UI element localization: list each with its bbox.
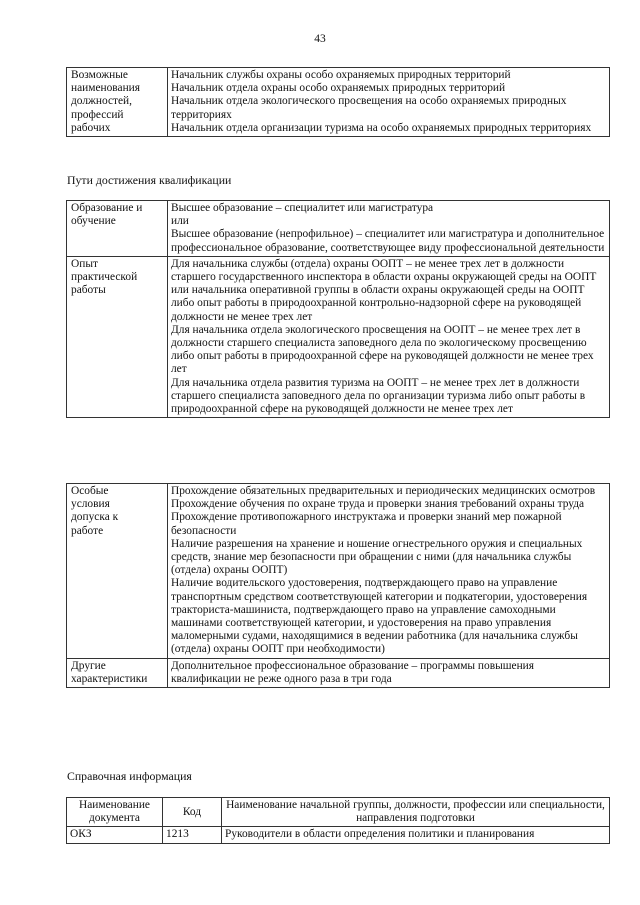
special-conditions-label [67,484,168,659]
label-line: Образование и [71,202,143,214]
list-item: Высшее образование (непрофильное) – специалитет или магистратура и дополнительное профессиональное образование, соответствующее виду профессиональной деятельности [171,228,605,254]
list-item: Высшее образование – специалитет или магистратура [171,202,434,214]
list-item: Для начальника службы (отдела) охраны ООПТ – не менее трех лет в должности старшего государственного инспектора в области охраны окружающей среды на ООПТ или начальника оперативной группы в области охраны окружающей среды на ООПТ либо опыт работы в природоохранной контрольно-надзорной сфере на руководящей должности не менее трех лет [171,257,597,323]
experience-content [168,256,610,417]
label-line: Возможные [71,69,128,81]
reference-table [66,797,610,844]
other-characteristics-label [67,658,168,687]
positions-list [168,68,610,137]
label-line: Другие [71,659,106,672]
special-conditions-content [168,484,610,659]
label-line: обучение [71,215,116,228]
label-line: рабочих [71,121,111,134]
list-item: Прохождение обязательных предварительных и периодических медицинских осмотров [171,485,596,497]
table-row [67,827,610,843]
table-row [67,201,610,257]
table-cell: Руководители в области определения политики и планирования [222,827,610,843]
list-item: или [171,215,189,228]
list-item: Начальник отдела организации туризма на особо охраняемых природных территориях [171,121,592,134]
conditions-table [66,483,610,688]
list-item: Наличие водительского удостоверения, подтверждающего право на управление транспортным средством соответствующей категории и подкатегории, удостоверения тракториста-машиниста, подтверждающего право на управление самоходными машинами соответствующей категории, и удостоверения на право управления маломерными судами, находящимися в ведении работника (для начальника службы (отдела) охраны ООПТ при необходимости) [171,577,588,656]
label-line: должностей, [71,95,133,108]
education-label [67,201,168,257]
positions-label [67,68,168,137]
label-line: работе [71,524,104,537]
label-line: работы [71,284,106,297]
education-content [168,201,610,257]
table-cell: 1213 [163,827,222,843]
label-line: профессий [71,108,124,121]
label-line: допуска к [71,511,119,524]
list-item: Наличие разрешения на хранение и ношение огнестрельного оружия и специальных средств, знание мер безопасности при обращении с ними (для начальника службы (отдела) охраны ООПТ) [171,537,583,577]
table-row [67,484,610,659]
page-number: 43 [314,33,326,45]
column-header: Наименование документа [67,798,163,827]
list-item: Начальник отдела охраны особо охраняемых природных территорий [171,82,506,95]
other-characteristics-content [168,658,610,687]
column-header: Код [163,798,222,827]
list-item: Для начальника отдела экологического просвещения на ООПТ – не менее трех лет в должности старшего специалиста заповедного дела по экологическому просвещению либо опыт работы в природоохранной сфере на руководящей должности не менее трех лет [171,323,594,376]
reference-heading: Справочная информация [67,769,192,783]
table-header-row [67,798,610,827]
label-line: Опыт [71,257,98,270]
label-line: условия [71,498,110,511]
list-item: Прохождение обучения по охране труда и проверки знания требований охраны труда [171,498,585,511]
list-item: Прохождение противопожарного инструктажа и проверки знаний мер пожарной безопасности [171,511,562,537]
qualification-heading: Пути достижения квалификации [67,173,232,187]
list-item: Дополнительное профессиональное образование – программы повышения квалификации не реже одного раза в три года [171,659,534,685]
list-item: Начальник службы охраны особо охраняемых природных территорий [171,69,511,81]
positions-table [66,67,610,137]
label-line: наименования [71,82,141,95]
list-item: Для начальника отдела развития туризма на ООПТ – не менее трех лет в должности старшего специалиста заповедного дела по организации туризма либо опыт работы в природоохранной сфере на руководящей должности не менее трех лет [171,376,586,416]
column-header: Наименование начальной группы, должности, профессии или специальности, направления подготовки [222,798,610,827]
table-row [67,68,610,137]
table-cell: ОКЗ [67,827,163,843]
table-row [67,658,610,687]
label-line: характеристики [71,672,148,685]
label-line: практической [71,271,138,284]
table-row [67,256,610,417]
list-item: Начальник отдела экологического просвещения на особо охраняемых природных территориях [171,95,567,121]
experience-label [67,256,168,417]
label-line: Особые [71,485,109,497]
qualification-table [66,200,610,418]
